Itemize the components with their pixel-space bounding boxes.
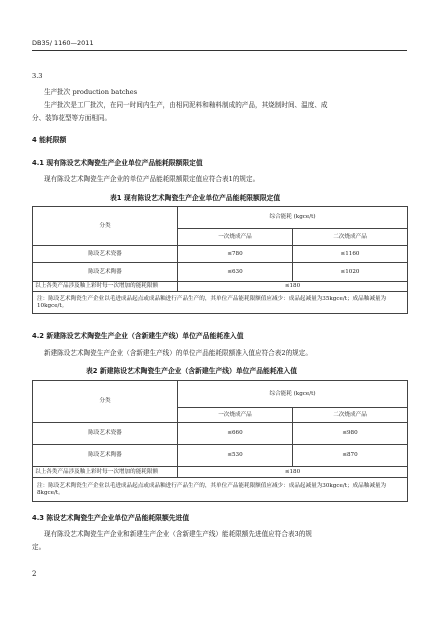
table-cell: ≤180 <box>178 467 408 478</box>
table-1-first-fired-header: 一次烧成产品 <box>178 229 293 246</box>
table-cell: 陈设艺术陶器 <box>33 445 178 467</box>
table-cell: ≤1160 <box>293 246 408 263</box>
section-3-3-number: 3.3 <box>32 72 43 80</box>
table-2-caption: 表2 新建陈设艺术陶瓷生产企业（含新建生产线）单位产品能耗准入值 <box>86 367 298 375</box>
page-number: 2 <box>32 570 37 578</box>
table-cell: ≤530 <box>178 445 293 467</box>
table-1-caption: 表1 现有陈设艺术陶瓷生产企业单位产品能耗限额限定值 <box>110 194 281 202</box>
section-4-title: 4 能耗限额 <box>32 136 67 144</box>
table-row <box>33 246 408 263</box>
table-1-energy-header: 综合能耗 (kgce/t) <box>178 207 408 229</box>
table-row <box>33 467 408 478</box>
table-1-note: 注：陈设艺术陶瓷生产企业以毛进成品起点或成品釉进行产品生产的，其单位产品能耗限额值应减少：成品起减量为35kgce/t；成品釉减量为10kgce/t。 <box>33 292 408 314</box>
header-rule <box>32 50 407 51</box>
table-cell: 以上各类产品涉及釉上彩时每一次增加的能耗限额 <box>33 467 178 478</box>
table-2 <box>32 380 408 502</box>
table-cell: ≤780 <box>178 246 293 263</box>
table-cell: ≤180 <box>178 282 408 292</box>
table-row <box>33 423 408 445</box>
table-cell: ≤660 <box>178 423 293 445</box>
table-cell: 以上各类产品涉及釉上彩时每一次增加的能耗限额 <box>33 282 178 292</box>
table-2-energy-header: 综合能耗 (kgce/t) <box>178 381 408 408</box>
table-1 <box>32 206 408 314</box>
table-row <box>33 445 408 467</box>
table-cell: ≤630 <box>178 263 293 282</box>
table-2-first-fired-header: 一次烧成产品 <box>178 408 293 423</box>
table-cell: 陈设艺术陶器 <box>33 263 178 282</box>
table-2-note: 注：陈设艺术陶瓷生产企业以毛进成品起点或成品釉进行产品生产的，其单位产品能耗限额值应减少：成品起减量为30kgce/t；成品釉减量为8kgce/t。 <box>33 478 408 502</box>
term-production-batches: 生产批次 production batches <box>44 88 138 96</box>
table-note-row <box>33 292 408 314</box>
standard-code: DB35/ 1160—2011 <box>32 39 94 47</box>
definition-line-1: 生产批次是工厂批次，在同一时间内生产，由相同泥料和釉料制成的产品，其烧制时间、温度、成 <box>44 101 328 109</box>
table-row <box>33 263 408 282</box>
table-cell: 陈设艺术瓷器 <box>33 423 178 445</box>
table-cell: ≤870 <box>293 445 408 467</box>
section-4-2-title: 4.2 新建陈设艺术陶瓷生产企业（含新建生产线）单位产品能耗准入值 <box>32 332 244 340</box>
table-cell: 陈设艺术瓷器 <box>33 246 178 263</box>
section-4-3-text-line-1: 现有陈设艺术陶瓷生产企业和新建生产企业（含新建生产线）能耗限额先进值应符合表3的规 <box>44 530 312 538</box>
table-2-category-header: 分类 <box>33 381 178 423</box>
section-4-1-title: 4.1 现有陈设艺术陶瓷生产企业单位产品能耗限额限定值 <box>32 159 203 167</box>
table-1-second-fired-header: 二次烧成产品 <box>293 229 408 246</box>
table-row <box>33 282 408 292</box>
section-4-2-text: 新建陈设艺术陶瓷生产企业（含新建生产线）的单位产品能耗限额准入值应符合表2的规定。 <box>44 349 312 357</box>
section-4-3-title: 4.3 陈设艺术陶瓷生产企业单位产品能耗限额先进值 <box>32 514 190 522</box>
table-2-second-fired-header: 二次烧成产品 <box>293 408 408 423</box>
section-4-1-text: 现有陈设艺术陶瓷生产企业的单位产品能耗限额限定值应符合表1的规定。 <box>44 175 260 183</box>
table-1-category-header: 分类 <box>33 207 178 246</box>
definition-line-2: 分、装饰花型等方面相同。 <box>32 114 112 122</box>
table-cell: ≤1020 <box>293 263 408 282</box>
table-note-row <box>33 478 408 502</box>
section-4-3-text-line-2: 定。 <box>32 543 46 551</box>
table-cell: ≤980 <box>293 423 408 445</box>
